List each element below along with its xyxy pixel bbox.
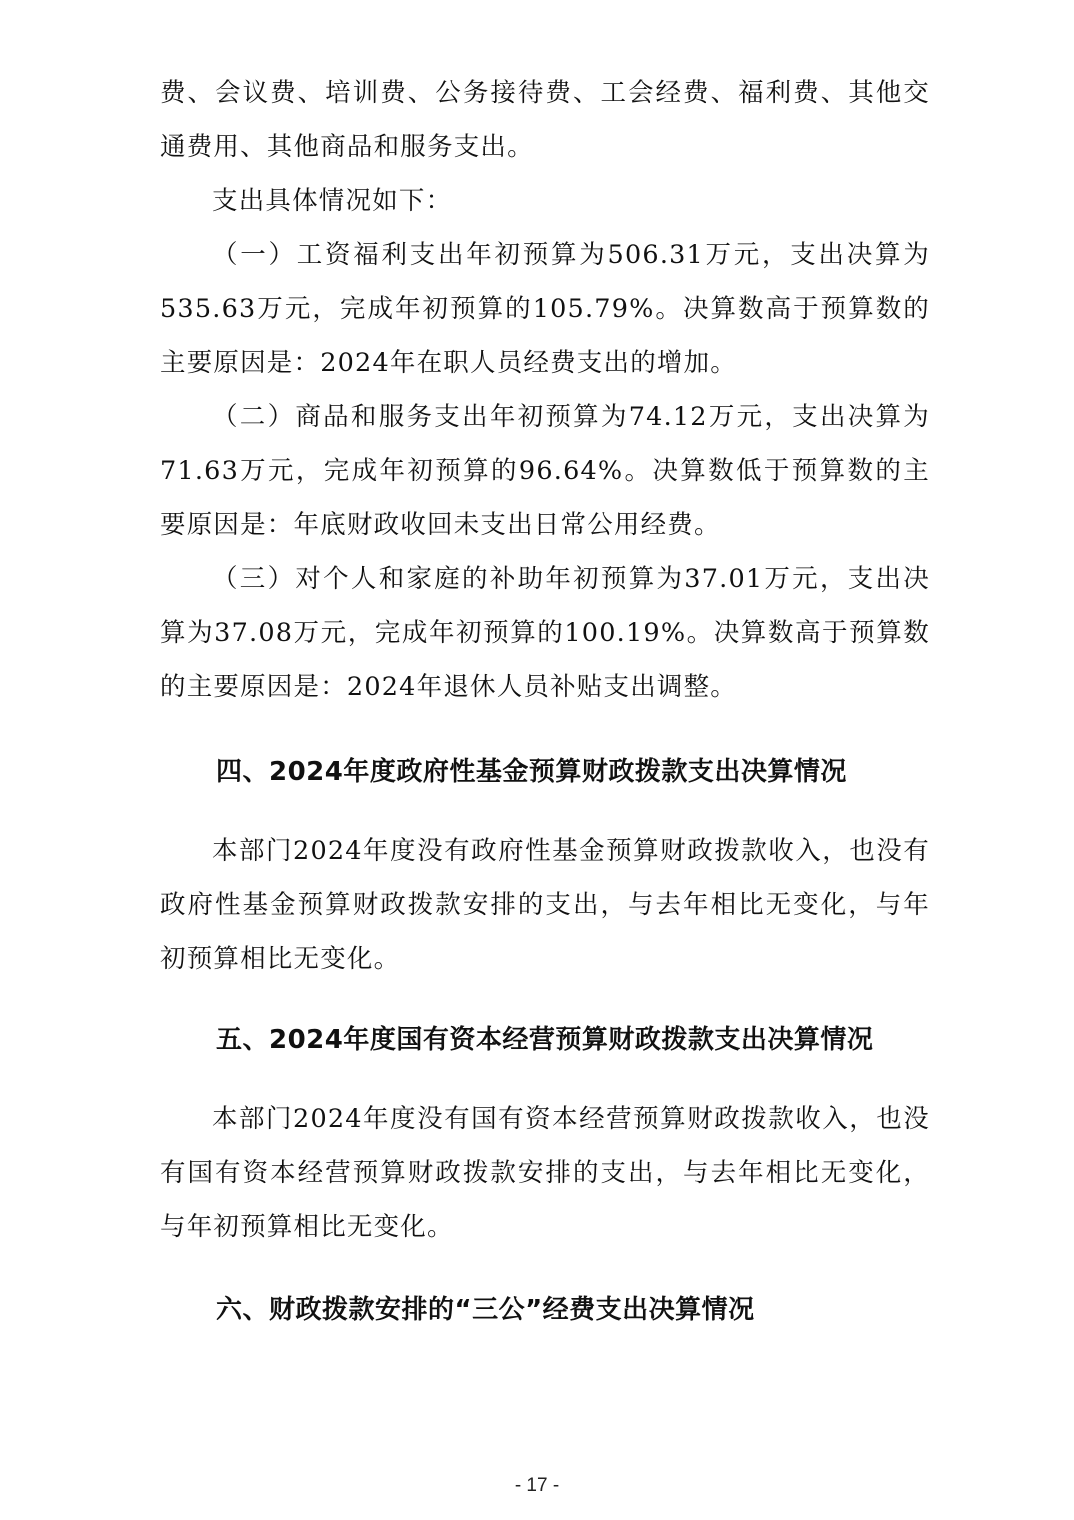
paragraph-government-fund: 本部门2024年度没有政府性基金预算财政拨款收入，也没有政府性基金预算财政拨款安排的支出，与去年相比无变化，与年初预算相比无变化。 bbox=[160, 836, 930, 974]
paragraph-salary-welfare: （一）工资福利支出年初预算为506.31万元，支出决算为535.63万元，完成年初预算的105.79%。决算数高于预算数的主要原因是：2024年在职人员经费支出的增加。 bbox=[160, 240, 930, 378]
paragraph-details-intro: 支出具体情况如下： bbox=[212, 186, 453, 216]
paragraph-household-subsidy: （三）对个人和家庭的补助年初预算为37.01万元，支出决算为37.08万元，完成年初预算的100.19%。决算数高于预算数的主要原因是：2024年退休人员补贴支出调整。 bbox=[160, 564, 930, 702]
heading-section-4: 四、2024年度政府性基金预算财政拨款支出决算情况 bbox=[216, 757, 847, 787]
page-number: - 17 - bbox=[514, 1475, 560, 1496]
paragraph-goods-services: （二）商品和服务支出年初预算为74.12万元，支出决算为71.63万元，完成年初预算的96.64%。决算数低于预算数的主要原因是：年底财政收回未支出日常公用经费。 bbox=[160, 402, 930, 540]
heading-section-6: 六、财政拨款安排的“三公”经费支出决算情况 bbox=[216, 1295, 755, 1325]
heading-section-5: 五、2024年度国有资本经营预算财政拨款支出决算情况 bbox=[216, 1025, 874, 1055]
paragraph-state-capital: 本部门2024年度没有国有资本经营预算财政拨款收入，也没有国有资本经营预算财政拨款安排的支出，与去年相比无变化，与年初预算相比无变化。 bbox=[160, 1104, 930, 1242]
paragraph-expense-items: 费、会议费、培训费、公务接待费、工会经费、福利费、其他交通费用、其他商品和服务支出。 bbox=[160, 78, 930, 162]
